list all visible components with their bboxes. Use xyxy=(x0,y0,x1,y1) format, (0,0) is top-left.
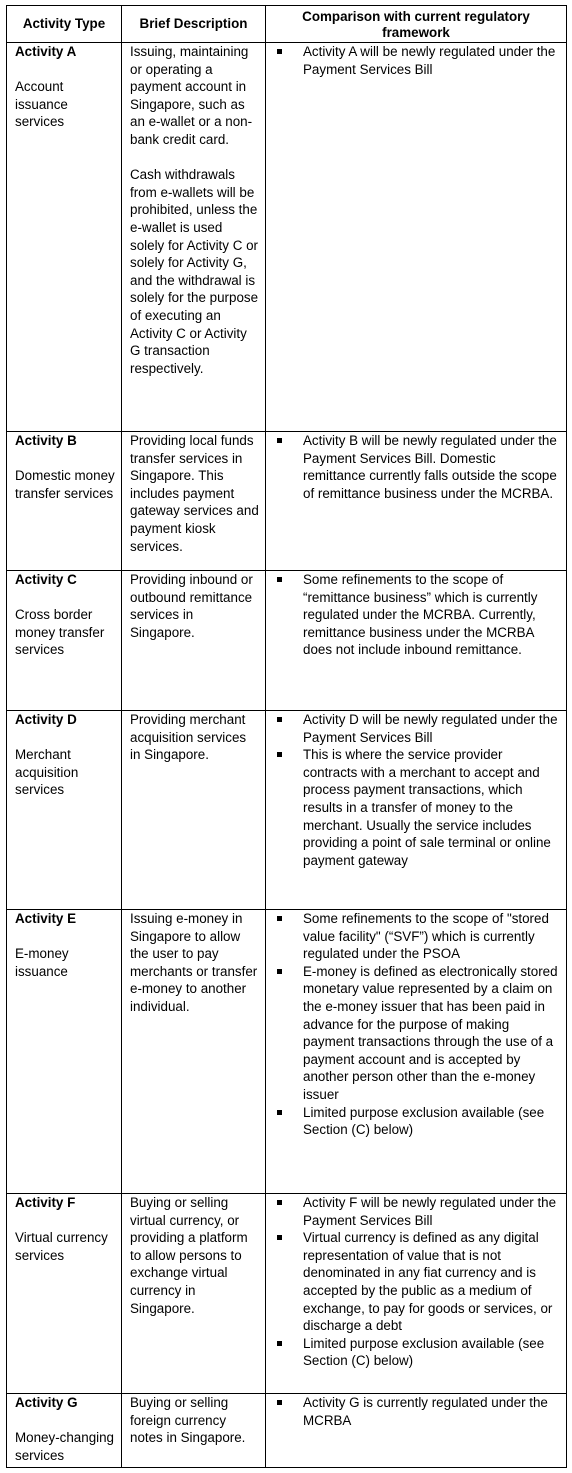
description-text: Cash withdrawals from e-wallets will be prohibited, unless the e-wallet is used solely for Activity C or solely for Activity G, and the withdrawal is solely for the purpose of executing an Activity C or Activity G transaction respectively. xyxy=(130,167,259,376)
square-bullet-icon xyxy=(277,1110,282,1115)
square-bullet-icon xyxy=(277,1341,282,1346)
comparison-text: Some refinements to the scope of “remittance business” which is currently regulated under the MCRBA. Currently, remittance business under the MCRBA does not include inbound remittance. xyxy=(303,572,538,658)
description-text: Issuing e-money in Singapore to allow the user to pay merchants or transfer e-money to another individual. xyxy=(130,911,258,1014)
list-item xyxy=(274,432,560,502)
activity-name: Virtual currency services xyxy=(15,1230,108,1263)
square-bullet-icon xyxy=(277,49,282,54)
list-item xyxy=(274,1335,560,1370)
description-text: Providing merchant acquisition services in Singapore. xyxy=(130,712,247,763)
comparison-text: Virtual currency is defined as any digital representation of value that is not denominated in any fiat currency and is accepted by the public as a medium of exchange, to pay for goods or services, or discharge a debt xyxy=(303,1230,553,1334)
comparison-cell xyxy=(266,910,567,1194)
activity-name: E-money issuance xyxy=(15,946,69,979)
comparison-list xyxy=(274,43,560,78)
list-item xyxy=(274,963,560,1104)
square-bullet-icon xyxy=(277,969,282,974)
comparison-text: Some refinements to the scope of "stored value facility" (“SVF”) which is currently regulated under the PSOA xyxy=(303,911,549,962)
comparison-text: Activity A will be newly regulated under the Payment Services Bill xyxy=(303,44,556,77)
table-row xyxy=(7,43,567,432)
header-brief-description: Brief Description xyxy=(122,6,266,43)
comparison-list xyxy=(274,1394,560,1429)
activity-type-cell xyxy=(7,910,122,1194)
square-bullet-icon xyxy=(277,1400,282,1405)
table-row xyxy=(7,910,567,1194)
list-item xyxy=(274,910,560,963)
square-bullet-icon xyxy=(277,1235,282,1240)
activity-code: Activity A xyxy=(15,44,77,59)
comparison-cell xyxy=(266,432,567,571)
square-bullet-icon xyxy=(277,577,282,582)
comparison-text: Limited purpose exclusion available (see Section (C) below) xyxy=(303,1104,545,1138)
header-comparison: Comparison with current regulatory framework xyxy=(266,6,567,43)
list-item xyxy=(274,1194,560,1229)
description-text: Buying or selling virtual currency, or providing a platform to allow persons to exchange virtual currency in Singapore. xyxy=(130,1195,248,1316)
activity-code: Activity F xyxy=(15,1195,76,1210)
comparison-text: Activity G is currently regulated under the MCRBA xyxy=(303,1395,548,1428)
description-text: Providing inbound or outbound remittance services in Singapore. xyxy=(130,572,253,640)
activity-type-cell xyxy=(7,432,122,571)
comparison-list xyxy=(274,571,560,659)
comparison-cell xyxy=(266,1394,567,1468)
list-item xyxy=(274,1229,560,1335)
description-cell xyxy=(122,1394,266,1468)
description-cell xyxy=(122,910,266,1194)
comparison-list xyxy=(274,711,560,869)
comparison-cell xyxy=(266,571,567,711)
comparison-list xyxy=(274,1194,560,1370)
list-item xyxy=(274,571,560,659)
list-item xyxy=(274,746,560,869)
activity-table xyxy=(6,5,567,1468)
square-bullet-icon xyxy=(277,752,282,757)
description-text: Providing local funds transfer services in Singapore. This includes payment gateway services and payment kiosk services. xyxy=(130,433,259,554)
table-row xyxy=(7,711,567,910)
comparison-list xyxy=(274,910,560,1139)
list-item xyxy=(274,43,560,78)
square-bullet-icon xyxy=(277,717,282,722)
list-item xyxy=(274,711,560,746)
activity-code: Activity D xyxy=(15,712,77,727)
table-row xyxy=(7,571,567,711)
table-row xyxy=(7,432,567,571)
activity-name: Merchant acquisition services xyxy=(15,747,79,798)
comparison-list xyxy=(274,432,560,502)
activity-name: Cross border money transfer services xyxy=(15,607,105,658)
comparison-text: E-money is defined as electronically stored monetary value represented by a claim on the e-money issuer that has been paid in advance for the purpose of making payment transactions through the use of a payment account and is accepted by another person other than the e-money issuer xyxy=(303,963,558,1102)
activity-name: Domestic money transfer services xyxy=(15,468,115,501)
table-row xyxy=(7,1194,567,1394)
description-cell xyxy=(122,711,266,910)
comparison-text: Activity F will be newly regulated under the Payment Services Bill xyxy=(303,1195,557,1228)
activity-code: Activity G xyxy=(15,1395,78,1410)
comparison-cell xyxy=(266,711,567,910)
description-cell xyxy=(122,43,266,432)
square-bullet-icon xyxy=(277,1200,282,1205)
comparison-cell xyxy=(266,43,567,432)
activity-code: Activity E xyxy=(15,911,77,926)
square-bullet-icon xyxy=(277,916,282,921)
description-cell xyxy=(122,1194,266,1394)
activity-type-cell xyxy=(7,1394,122,1468)
activity-code: Activity B xyxy=(15,433,77,448)
activity-type-cell xyxy=(7,571,122,711)
description-text: Buying or selling foreign currency notes in Singapore. xyxy=(130,1395,246,1446)
activity-code: Activity C xyxy=(15,572,77,587)
activity-type-cell xyxy=(7,43,122,432)
comparison-text: Activity D will be newly regulated under the Payment Services Bill xyxy=(303,712,558,745)
table-header-row xyxy=(7,6,567,43)
square-bullet-icon xyxy=(277,438,282,443)
comparison-text: This is where the service provider contracts with a merchant to accept and process payment transactions, which results in a transfer of money to the merchant. Usually the service includes providing a point of sale terminal or online payment gateway xyxy=(303,747,551,868)
header-activity-type: Activity Type xyxy=(7,6,122,43)
description-cell xyxy=(122,432,266,571)
activity-name: Account issuance services xyxy=(15,79,68,130)
comparison-cell xyxy=(266,1194,567,1394)
description-cell xyxy=(122,571,266,711)
table-row xyxy=(7,1394,567,1468)
activity-name: Money-changing services xyxy=(15,1430,115,1463)
list-item xyxy=(274,1394,560,1429)
activity-type-cell xyxy=(7,1194,122,1394)
list-item xyxy=(274,1104,560,1139)
comparison-text: Activity B will be newly regulated under the Payment Services Bill. Domestic remittance currently falls outside the scope of remittance business under the MCRBA. xyxy=(303,433,557,501)
activity-type-cell xyxy=(7,711,122,910)
description-text: Issuing, maintaining or operating a payment account in Singapore, such as an e-wallet or a non-bank credit card. xyxy=(130,44,253,147)
comparison-text: Limited purpose exclusion available (see Section (C) below) xyxy=(303,1335,545,1369)
